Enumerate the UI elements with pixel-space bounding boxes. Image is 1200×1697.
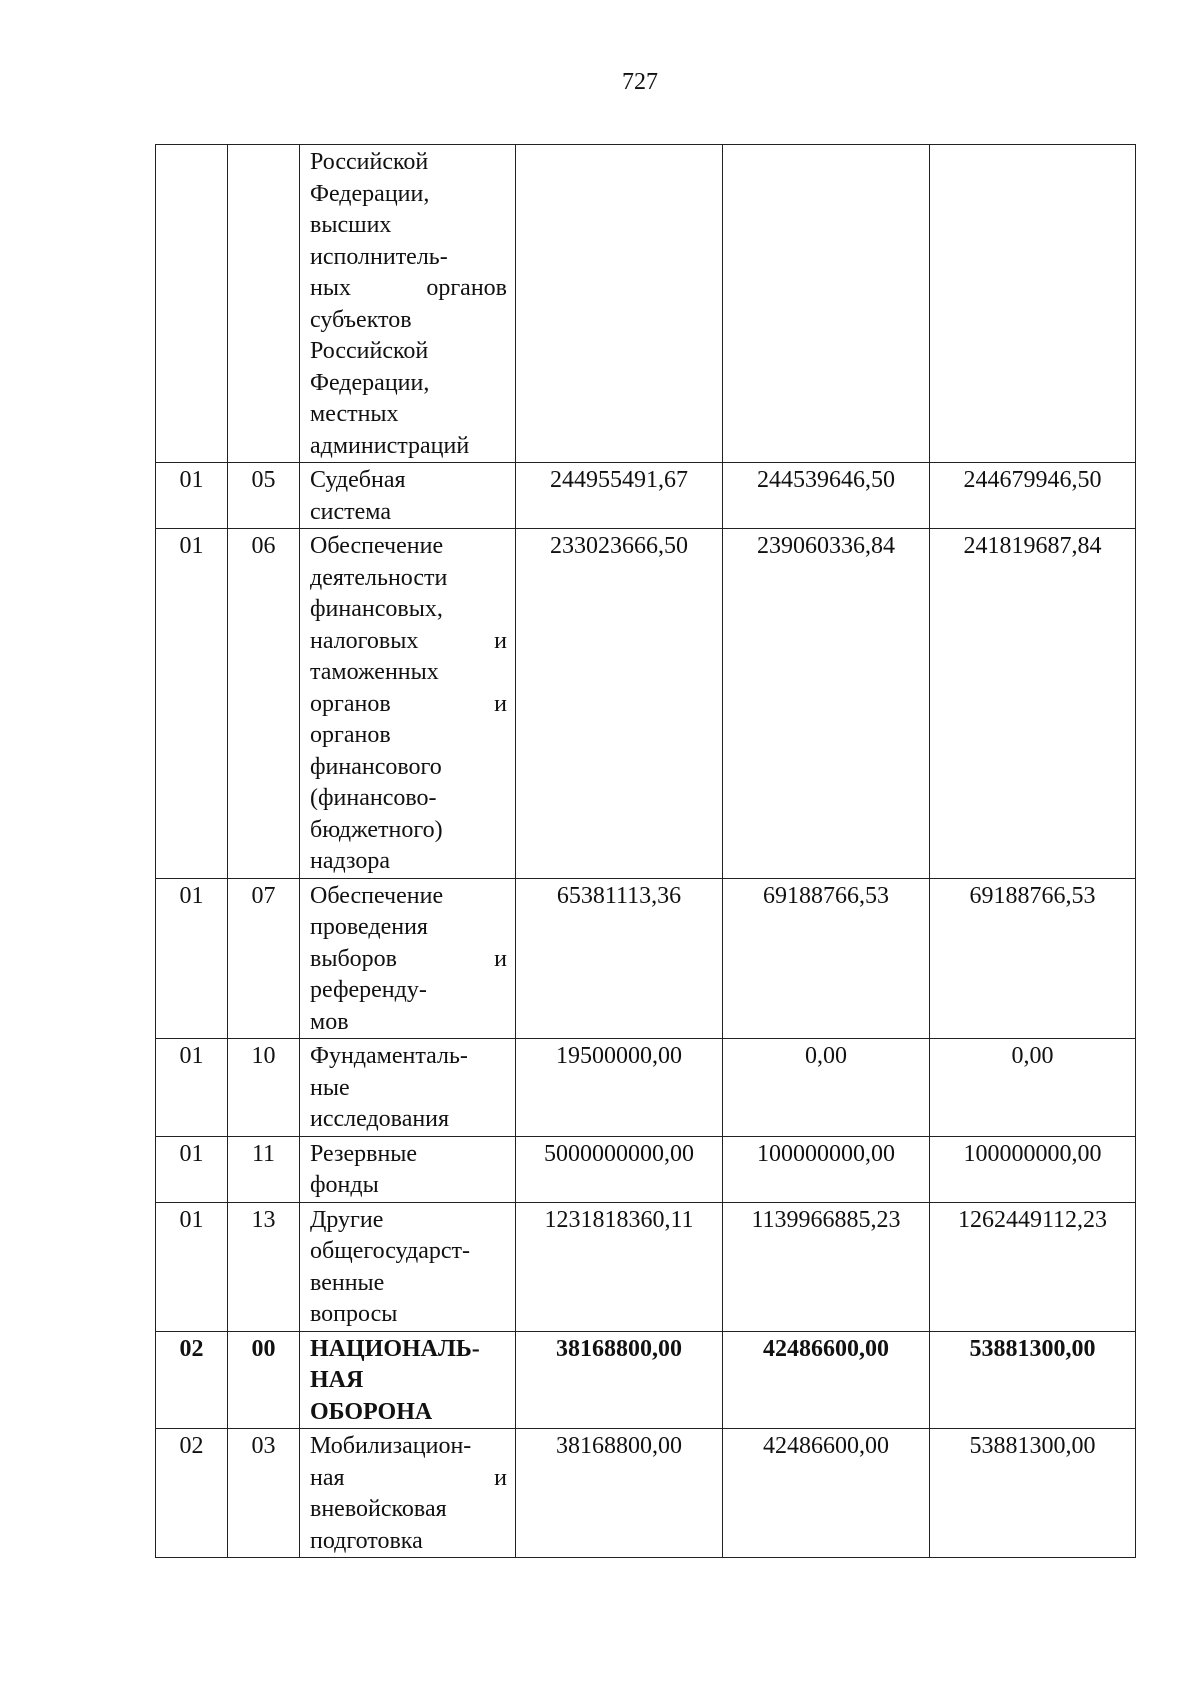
table-row — [156, 463, 1136, 529]
subsection-code-cell — [228, 145, 300, 463]
amount-year3-cell — [930, 145, 1136, 463]
section-code-cell: 01 — [156, 1202, 228, 1331]
item-name-line: Фундаменталь- — [310, 1043, 468, 1069]
item-name-line: Федерации, — [310, 369, 430, 396]
amount-year1-cell: 1231818360,11 — [516, 1202, 723, 1331]
budget-table — [155, 144, 1136, 1558]
item-name-line: Российской — [310, 149, 429, 175]
amount-year2-cell: 100000000,00 — [723, 1136, 930, 1202]
subsection-code-cell: 03 — [228, 1429, 300, 1558]
item-name-line: Обеспечение — [310, 533, 444, 559]
amount-year3-cell: 53881300,00 — [930, 1429, 1136, 1558]
item-name-cell — [300, 1039, 516, 1137]
item-name-line: местных — [310, 401, 399, 427]
subsection-code-cell: 07 — [228, 878, 300, 1039]
item-name-line: финансового — [310, 753, 442, 780]
amount-year3-cell: 0,00 — [930, 1039, 1136, 1137]
subsection-code-cell: 00 — [228, 1331, 300, 1429]
item-name-line: Мобилизацион- — [310, 1433, 472, 1459]
item-name-line: система — [310, 498, 391, 525]
item-name-line: Резервные — [310, 1140, 418, 1167]
amount-year2-cell: 42486600,00 — [723, 1429, 930, 1558]
item-name-cell — [300, 1331, 516, 1429]
item-name-line: деятельности — [310, 564, 448, 591]
item-name-line: Другие — [310, 1206, 384, 1233]
amount-year3-cell: 69188766,53 — [930, 878, 1136, 1039]
item-name-line: органов и — [310, 690, 507, 717]
amount-year2-cell: 42486600,00 — [723, 1331, 930, 1429]
table-row — [156, 1202, 1136, 1331]
section-code-cell — [156, 145, 228, 463]
page-number: 727 — [622, 69, 658, 95]
item-name-cell — [300, 1136, 516, 1202]
item-name-line: исследования — [310, 1106, 450, 1132]
item-name-line: общегосударст- — [310, 1238, 471, 1264]
item-name-line: Судебная — [310, 467, 406, 493]
item-name-line: выборов и — [310, 945, 507, 972]
table-row — [156, 529, 1136, 879]
item-name-line: (финансово- — [310, 785, 437, 811]
table-row — [156, 145, 1136, 463]
item-name-cell — [300, 1202, 516, 1331]
amount-year2-cell: 1139966885,23 — [723, 1202, 930, 1331]
item-name-cell — [300, 145, 516, 463]
table-row — [156, 878, 1136, 1039]
item-name-line: вопросы — [310, 1301, 398, 1327]
item-name-line: венные — [310, 1269, 385, 1296]
amount-year3-cell: 100000000,00 — [930, 1136, 1136, 1202]
section-code-cell: 02 — [156, 1331, 228, 1429]
amount-year1-cell: 19500000,00 — [516, 1039, 723, 1137]
item-name-line: ная и — [310, 1464, 507, 1491]
item-name-line: налоговых и — [310, 627, 507, 654]
amount-year2-cell: 244539646,50 — [723, 463, 930, 529]
item-name-cell — [300, 1429, 516, 1558]
item-name-line: ных органов — [310, 275, 507, 301]
budget-table-body — [156, 145, 1136, 1558]
item-name-cell — [300, 878, 516, 1039]
amount-year1-cell: 65381113,36 — [516, 878, 723, 1039]
amount-year1-cell: 5000000000,00 — [516, 1136, 723, 1202]
item-name-line: администраций — [310, 432, 470, 459]
table-row — [156, 1136, 1136, 1202]
table-row — [156, 1331, 1136, 1429]
item-name-line: референду- — [310, 977, 427, 1003]
section-code-cell: 01 — [156, 878, 228, 1039]
item-name-line: бюджетного) — [310, 816, 443, 843]
amount-year3-cell: 244679946,50 — [930, 463, 1136, 529]
item-name-line: Российской — [310, 338, 429, 364]
section-code-cell: 01 — [156, 1039, 228, 1137]
subsection-code-cell: 11 — [228, 1136, 300, 1202]
amount-year1-cell — [516, 145, 723, 463]
amount-year3-cell: 53881300,00 — [930, 1331, 1136, 1429]
item-name-line: таможенных — [310, 659, 439, 685]
item-name-line: Федерации, — [310, 180, 430, 207]
item-name-line: НАЦИОНАЛЬ- — [310, 1335, 480, 1362]
amount-year1-cell: 38168800,00 — [516, 1331, 723, 1429]
amount-year1-cell: 38168800,00 — [516, 1429, 723, 1558]
section-code-cell: 02 — [156, 1429, 228, 1558]
item-name-line: мов — [310, 1008, 349, 1035]
amount-year2-cell: 0,00 — [723, 1039, 930, 1137]
subsection-code-cell: 05 — [228, 463, 300, 529]
subsection-code-cell: 10 — [228, 1039, 300, 1137]
table-row — [156, 1429, 1136, 1558]
item-name-cell — [300, 529, 516, 879]
subsection-code-cell: 13 — [228, 1202, 300, 1331]
item-name-cell — [300, 463, 516, 529]
item-name-line: ОБОРОНА — [310, 1398, 433, 1425]
table-row — [156, 1039, 1136, 1137]
item-name-line: подготовка — [310, 1527, 423, 1554]
item-name-line: субъектов — [310, 306, 412, 333]
item-name-line: Обеспечение — [310, 882, 444, 909]
item-name-line: ные — [310, 1074, 350, 1101]
amount-year2-cell: 239060336,84 — [723, 529, 930, 879]
section-code-cell: 01 — [156, 463, 228, 529]
item-name-line: вневойсковая — [310, 1496, 447, 1522]
item-name-line: органов — [310, 722, 391, 748]
item-name-line: финансовых, — [310, 596, 443, 622]
item-name-line: НАЯ — [310, 1367, 364, 1393]
amount-year1-cell: 233023666,50 — [516, 529, 723, 879]
amount-year3-cell: 1262449112,23 — [930, 1202, 1136, 1331]
item-name-line: надзора — [310, 848, 390, 874]
item-name-line: исполнитель- — [310, 243, 448, 270]
section-code-cell: 01 — [156, 1136, 228, 1202]
item-name-line: высших — [310, 212, 392, 238]
amount-year3-cell: 241819687,84 — [930, 529, 1136, 879]
amount-year2-cell: 69188766,53 — [723, 878, 930, 1039]
item-name-line: фонды — [310, 1172, 379, 1198]
amount-year2-cell — [723, 145, 930, 463]
subsection-code-cell: 06 — [228, 529, 300, 879]
item-name-line: проведения — [310, 914, 428, 940]
amount-year1-cell: 244955491,67 — [516, 463, 723, 529]
section-code-cell: 01 — [156, 529, 228, 879]
